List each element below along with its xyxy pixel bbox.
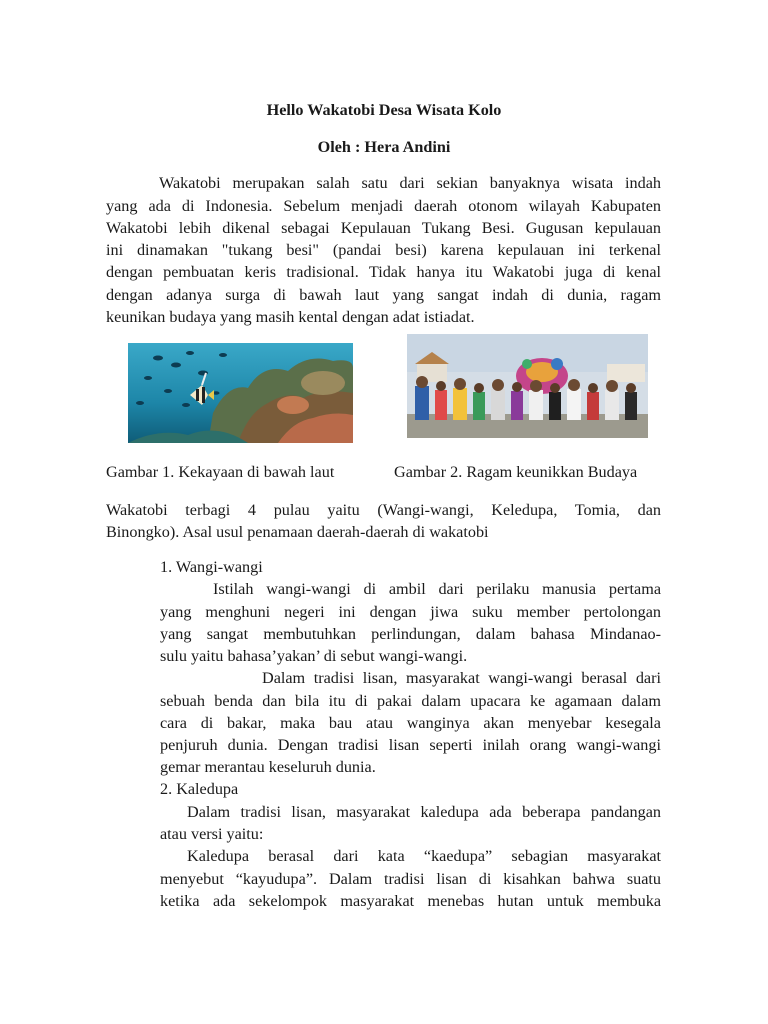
cultural-parade-image — [407, 334, 648, 438]
section2-heading: 2. Kaledupa — [160, 780, 239, 798]
author-line: Oleh : Hera Andini — [317, 138, 451, 156]
intro-line: Wakatobi lebih dikenal sebagai Kepulauan Tukang Besi. Gugusan kepulauan — [106, 219, 661, 237]
section2-line: atau versi yaitu: — [160, 825, 264, 843]
section1-line: sulu yaitu bahasa’yakan’ di sebut wangi-wangi. — [160, 647, 468, 665]
section1-line: Istilah wangi-wangi di ambil dari perilaku manusia pertama — [213, 580, 661, 598]
islands-line: Wakatobi terbagi 4 pulau yaitu (Wangi-wangi, Keledupa, Tomia, dan — [106, 501, 661, 519]
section1-line: sebuah benda dan bila itu di pakai dalam upacara ke agamaan dalam — [160, 692, 661, 710]
intro-line: dengan pembuatan keris tradisional. Tidak hanya itu Wakatobi juga di kenal — [106, 263, 661, 281]
section1-line: gemar merantau keseluruh dunia. — [160, 758, 376, 776]
figure2-caption: Gambar 2. Ragam keunikkan Budaya — [394, 463, 638, 481]
document-title: Hello Wakatobi Desa Wisata Kolo — [266, 101, 502, 119]
section1-line: Dalam tradisi lisan, masyarakat wangi-wangi berasal dari — [262, 669, 661, 687]
intro-line: Wakatobi merupakan salah satu dari sekian banyaknya wisata indah — [159, 174, 661, 192]
intro-line: ini dinamakan "tukang besi" (pandai besi) karena kepulauan ini terkenal — [106, 241, 661, 259]
islands-line: Binongko). Asal usul penamaan daerah-daerah di wakatobi — [106, 523, 489, 541]
intro-line: dengan adanya surga di bawah laut yang sangat indah di dunia, ragam — [106, 286, 661, 304]
section1-line: yang menghuni negeri ini dengan jiwa suku member pertolongan — [160, 603, 661, 621]
figure1-caption: Gambar 1. Kekayaan di bawah laut — [106, 463, 335, 481]
underwater-reef-image — [128, 343, 353, 443]
section2-line: Kaledupa berasal dari kata “kaedupa” sebagian masyarakat — [187, 847, 661, 865]
intro-line: yang ada di Indonesia. Sebelum menjadi daerah otonom wilayah Kabupaten — [106, 197, 661, 215]
section2-line: Dalam tradisi lisan, masyarakat kaledupa ada beberapa pandangan — [187, 803, 661, 821]
section2-line: ketika ada sekelompok masyarakat menebas hutan untuk membuka — [160, 892, 661, 910]
section1-heading: 1. Wangi-wangi — [160, 558, 263, 576]
section1-line: cara di bakar, maka bau atau wanginya akan menyebar kesegala — [160, 714, 661, 732]
section2-line: menyebut “kayudupa”. Dalam tradisi lisan di kisahkan bahwa suatu — [160, 870, 661, 888]
intro-line: keunikan budaya yang masih kental dengan adat istiadat. — [106, 308, 475, 326]
section1-line: yang sangat membutuhkan perlindungan, dalam bahasa Mindanao- — [160, 625, 661, 643]
section1-line: penjuruh dunia. Dengan tradisi lisan seperti inilah orang wangi-wangi — [160, 736, 661, 754]
